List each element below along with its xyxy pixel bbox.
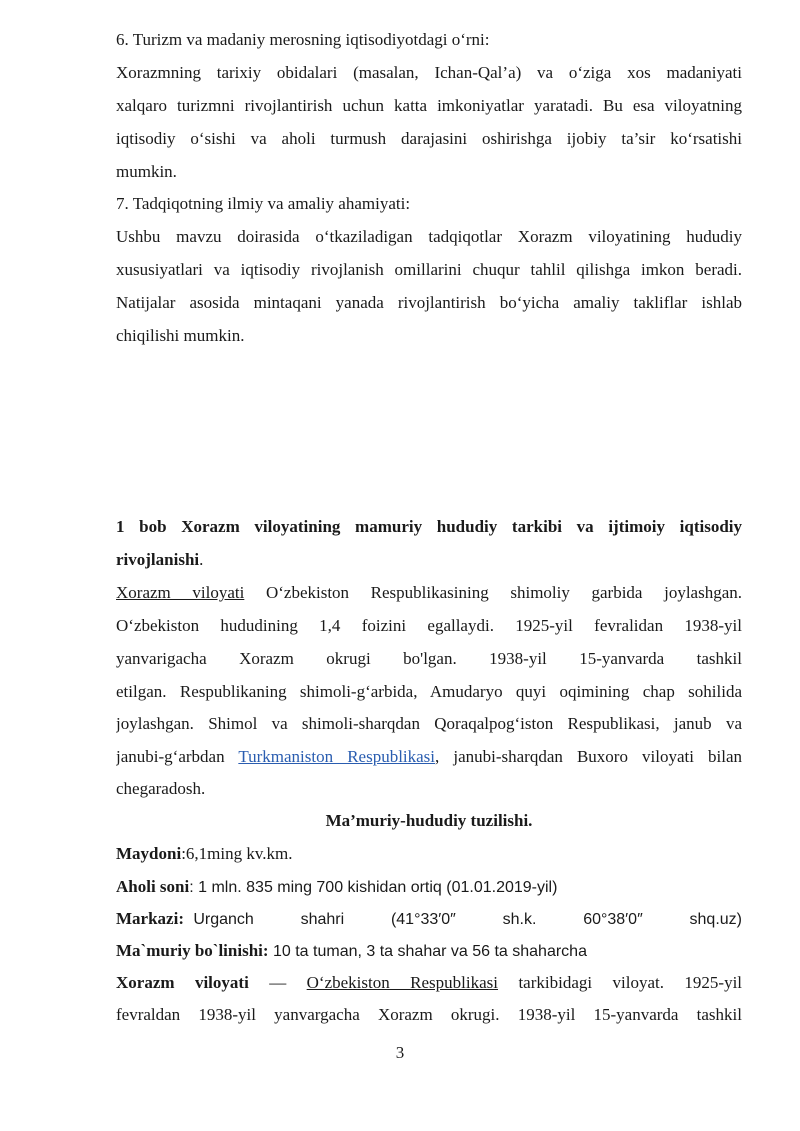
population-value: : 1 mln. 835 ming 700 kishidan ortiq (01.01.2019-yil) (189, 879, 558, 896)
center-row (116, 908, 742, 930)
closing-bold: Xorazm viloyati (116, 973, 249, 992)
intro-line-6-start: janubi-g‘arbdan (116, 747, 239, 766)
paragraph-line: Xorazmning tarixiy obidalari (masalan, Ichan-Qal’a) va o‘ziga xos madaniyati (116, 63, 742, 82)
intro-line-6 (116, 746, 742, 768)
closing-line-1-text: tarkibidagi viloyat. 1925-yil (498, 973, 742, 992)
intro-line-1 (116, 582, 742, 604)
paragraph-line: joylashgan. Shimol va shimoli-sharqdan Qoraqalpog‘iston Respublikasi, janub va (116, 714, 742, 733)
section6-heading: 6. Turizm va madaniy merosning iqtisodiyotdagi o‘rni: (116, 30, 490, 49)
uzbekistan-link[interactable]: O‘zbekiston Respublikasi (306, 973, 499, 992)
paragraph-line: O‘zbekiston hududining 1,4 foizini egallaydi. 1925-yil fevralidan 1938-yil (116, 616, 742, 635)
paragraph-line: chegaradosh. (116, 779, 206, 798)
chapter-title-line2: rivojlanishi (116, 550, 200, 569)
admin-heading: Ma’muriy-hududiy tuzilishi. (325, 811, 533, 830)
xorazm-viloyati-link[interactable]: Xorazm viloyati (116, 583, 245, 602)
paragraph-line: Natijalar asosida mintaqani yanada rivojlantirish bo‘yicha amaliy takliflar ishlab (116, 293, 742, 312)
population-label: Aholi soni (116, 877, 190, 896)
paragraph-line: Ushbu mavzu doirasida o‘tkaziladigan tadqiqotlar Xorazm viloyatining hududiy (116, 227, 742, 246)
paragraph-line: fevraldan 1938-yil yanvargacha Xorazm okrugi. 1938-yil 15-yanvarda tashkil (116, 1005, 742, 1024)
closing-dash: — (248, 973, 307, 992)
closing-line-1 (116, 972, 742, 994)
division-row (116, 940, 742, 963)
paragraph-line: etilgan. Respublikaning shimoli-g‘arbida, Amudaryo quyi oqimining chap sohilida (116, 682, 742, 701)
turkmaniston-link[interactable]: Turkmaniston Respublikasi (238, 747, 436, 766)
area-value: :6,1ming kv.km. (181, 844, 293, 863)
paragraph-line: xalqaro turizmni rivojlantirish uchun katta imkoniyatlar yaratadi. Bu esa viloyatning (116, 96, 742, 115)
paragraph-line: yanvarigacha Xorazm okrugi bo'lgan. 1938-yil 15-yanvarda tashkil (116, 649, 742, 668)
chapter-title-period: . (199, 550, 204, 569)
center-value: Urganch shahri (41°33′0″ sh.k. 60°38′0″ shq.uz) (183, 911, 742, 928)
chapter-title: 1 bob Xorazm viloyatining mamuriy hududiy tarkibi va ijtimoiy iqtisodiy (116, 517, 742, 536)
division-label: Ma`muriy bo`linishi: (116, 941, 269, 960)
area-label: Maydoni (116, 844, 182, 863)
intro-line-1-text: O‘zbekiston Respublikasining shimoliy garbida joylashgan. (244, 583, 742, 602)
paragraph-line: mumkin. (116, 162, 177, 181)
paragraph-line: iqtisodiy o‘sishi va aholi turmush darajasini oshirishga ijobiy ta’sir ko‘rsatishi (116, 129, 742, 148)
paragraph-line: chiqilishi mumkin. (116, 326, 245, 345)
area-row (116, 843, 742, 865)
chapter-title-continued (116, 549, 742, 571)
section7-heading: 7. Tadqiqotning ilmiy va amaliy ahamiyati: (116, 194, 411, 213)
center-label: Markazi: (116, 909, 184, 928)
division-value: 10 ta tuman, 3 ta shahar va 56 ta shaharcha (268, 943, 587, 960)
paragraph-line: xususiyatlari va iqtisodiy rivojlanish omillarini chuqur tahlil qilishga imkon beradi. (116, 260, 742, 279)
population-row (116, 876, 742, 899)
intro-line-6-end: , janubi-sharqdan Buxoro viloyati bilan (435, 747, 742, 766)
page-number: 3 (395, 1043, 405, 1062)
